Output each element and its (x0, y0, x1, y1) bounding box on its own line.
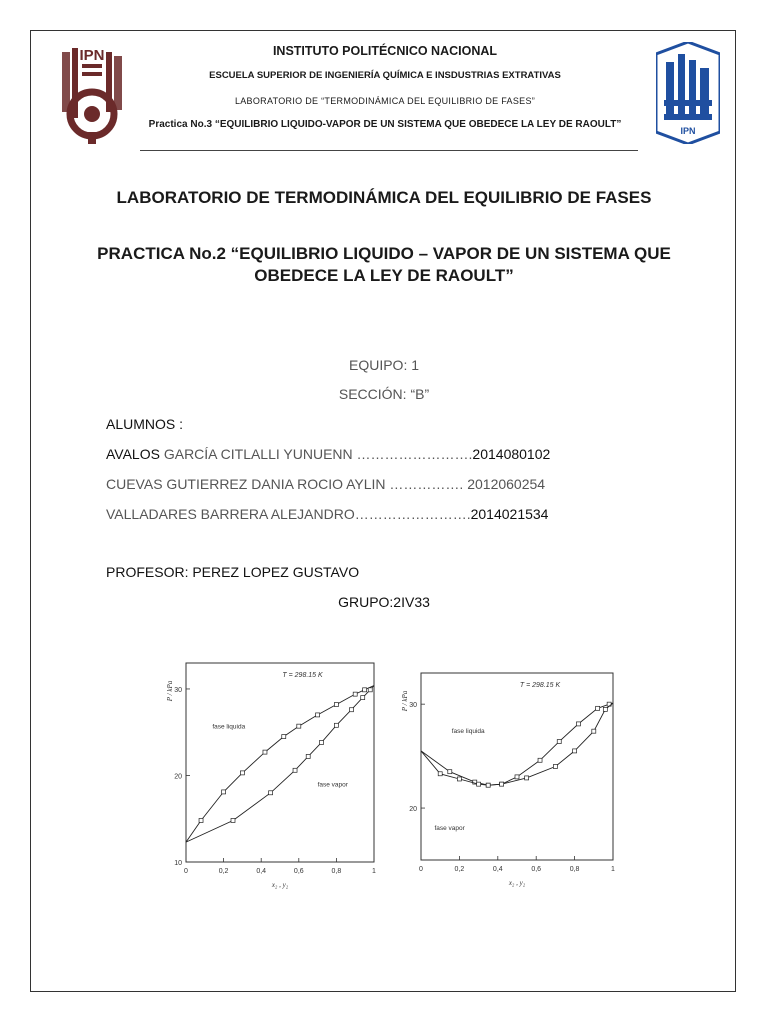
data-point (592, 729, 596, 733)
document-title: LABORATORIO DE TERMODINÁMICA DEL EQUILIBRIO DE FASES (116, 188, 652, 207)
data-point (596, 706, 600, 710)
data-point (363, 688, 367, 692)
x-tick-label: 1 (611, 866, 615, 873)
x-axis-label: x₂ , y₂ (508, 879, 526, 887)
plot-frame (186, 663, 374, 862)
y-tick-label: 20 (409, 806, 417, 814)
x-tick-label: 0,4 (492, 866, 503, 873)
lab-name: LABORATORIO DE “TERMODINÁMICA DEL EQUILIBRIO DE FASES” (234, 96, 536, 106)
y-tick-label: 20 (174, 773, 182, 781)
series-label: fase vapor (434, 825, 465, 833)
data-point (269, 791, 273, 795)
x-tick-label: 0 (419, 866, 423, 873)
data-point (316, 713, 320, 717)
school-name: ESCUELA SUPERIOR DE INGENIERÍA QUÍMICA E INSDUSTRIAS EXTRATIVAS (209, 70, 561, 81)
student-surname: AVALOS (106, 446, 160, 462)
data-point (361, 696, 365, 700)
y-tick-label: 30 (409, 702, 417, 710)
data-point (486, 783, 490, 787)
grupo-label: GRUPO:2IV33 (338, 594, 430, 610)
institution-name: INSTITUTO POLITÉCNICO NACIONAL (272, 44, 498, 58)
data-point (500, 782, 504, 786)
practice-header: Practica No.3 “EQUILIBRIO LIQUIDO-VAPOR DE UN SISTEMA QUE OBEDECE LA LEY DE RAOULT” (148, 119, 622, 130)
practice-title: PRACTICA No.2 “EQUILIBRIO LIQUIDO – VAPOR DE UN SISTEMA QUE OBEDECE LA LEY DE RAOULT” (97, 244, 671, 285)
x-tick-label: 0,2 (454, 866, 465, 873)
data-point (240, 771, 244, 775)
x-tick-label: 0,4 (256, 868, 267, 875)
student-id: 2014080102 (472, 446, 551, 462)
pxy-diagram-right (395, 663, 627, 888)
data-point (306, 754, 310, 758)
series-label: fase liquida (212, 723, 246, 731)
x-tick-label: 0,6 (531, 866, 542, 873)
header-divider (140, 150, 638, 151)
x-tick-label: 0 (184, 868, 188, 875)
x-tick-label: 0,8 (569, 866, 580, 873)
data-point (293, 768, 297, 772)
student-id: 2014021534 (470, 506, 549, 522)
data-point (297, 724, 301, 728)
data-point (438, 772, 442, 776)
y-axis-label: P / kPa (401, 690, 409, 712)
data-point (538, 758, 542, 762)
data-point (199, 818, 203, 822)
series-label: fase liquida (451, 727, 485, 735)
temperature-annotation: T = 298.15 K (519, 682, 561, 689)
x-tick-label: 0,2 (218, 868, 229, 875)
data-point (353, 692, 357, 696)
y-axis-label: P / kPa (166, 680, 174, 702)
data-point (231, 818, 235, 822)
data-point (576, 722, 580, 726)
student-row (106, 506, 548, 522)
student-name: VALLADARES BARRERA ALEJANDRO……………………. (106, 506, 471, 522)
seccion-label: SECCIÓN: “B” (338, 386, 430, 402)
student-row (106, 446, 550, 462)
student-row (106, 476, 545, 492)
data-point (603, 707, 607, 711)
data-point (263, 750, 267, 754)
y-tick-label: 10 (174, 860, 182, 867)
data-point (222, 790, 226, 794)
data-point (457, 777, 461, 781)
data-point (573, 749, 577, 753)
data-point (282, 735, 286, 739)
series-label: fase vapor (317, 781, 348, 789)
data-point (334, 723, 338, 727)
data-point (349, 708, 353, 712)
x-tick-label: 0,8 (331, 868, 342, 875)
student-name: GARCÍA CITLALLI YUNUENN ……………………. (159, 446, 473, 462)
x-tick-label: 0,6 (293, 868, 304, 875)
alumnos-label: ALUMNOS : (106, 416, 184, 432)
data-point (557, 740, 561, 744)
esiqie-logo (656, 42, 720, 144)
data-point (368, 688, 372, 692)
y-tick-label: 30 (174, 686, 182, 694)
data-point (334, 703, 338, 707)
x-axis-label: x₂ , y₂ (271, 881, 289, 889)
data-point (515, 775, 519, 779)
ipn-logo-text: IPN (79, 47, 105, 64)
profesor-label: PROFESOR: PEREZ LOPEZ GUSTAVO (106, 564, 360, 580)
temperature-annotation: T = 298.15 K (282, 672, 323, 679)
data-point (525, 776, 529, 780)
pxy-diagram-left (160, 655, 390, 890)
x-tick-label: 1 (372, 868, 376, 875)
student-name: CUEVAS GUTIERREZ DANIA ROCIO AYLIN ……………. 2012060254 (106, 476, 546, 492)
ipn-logo (58, 44, 126, 146)
data-point (448, 770, 452, 774)
data-point (553, 765, 557, 769)
equipo-label: EQUIPO: 1 (348, 357, 420, 373)
esiqie-logo-text: IPN (680, 126, 696, 136)
data-point (319, 741, 323, 745)
data-point (477, 782, 481, 786)
